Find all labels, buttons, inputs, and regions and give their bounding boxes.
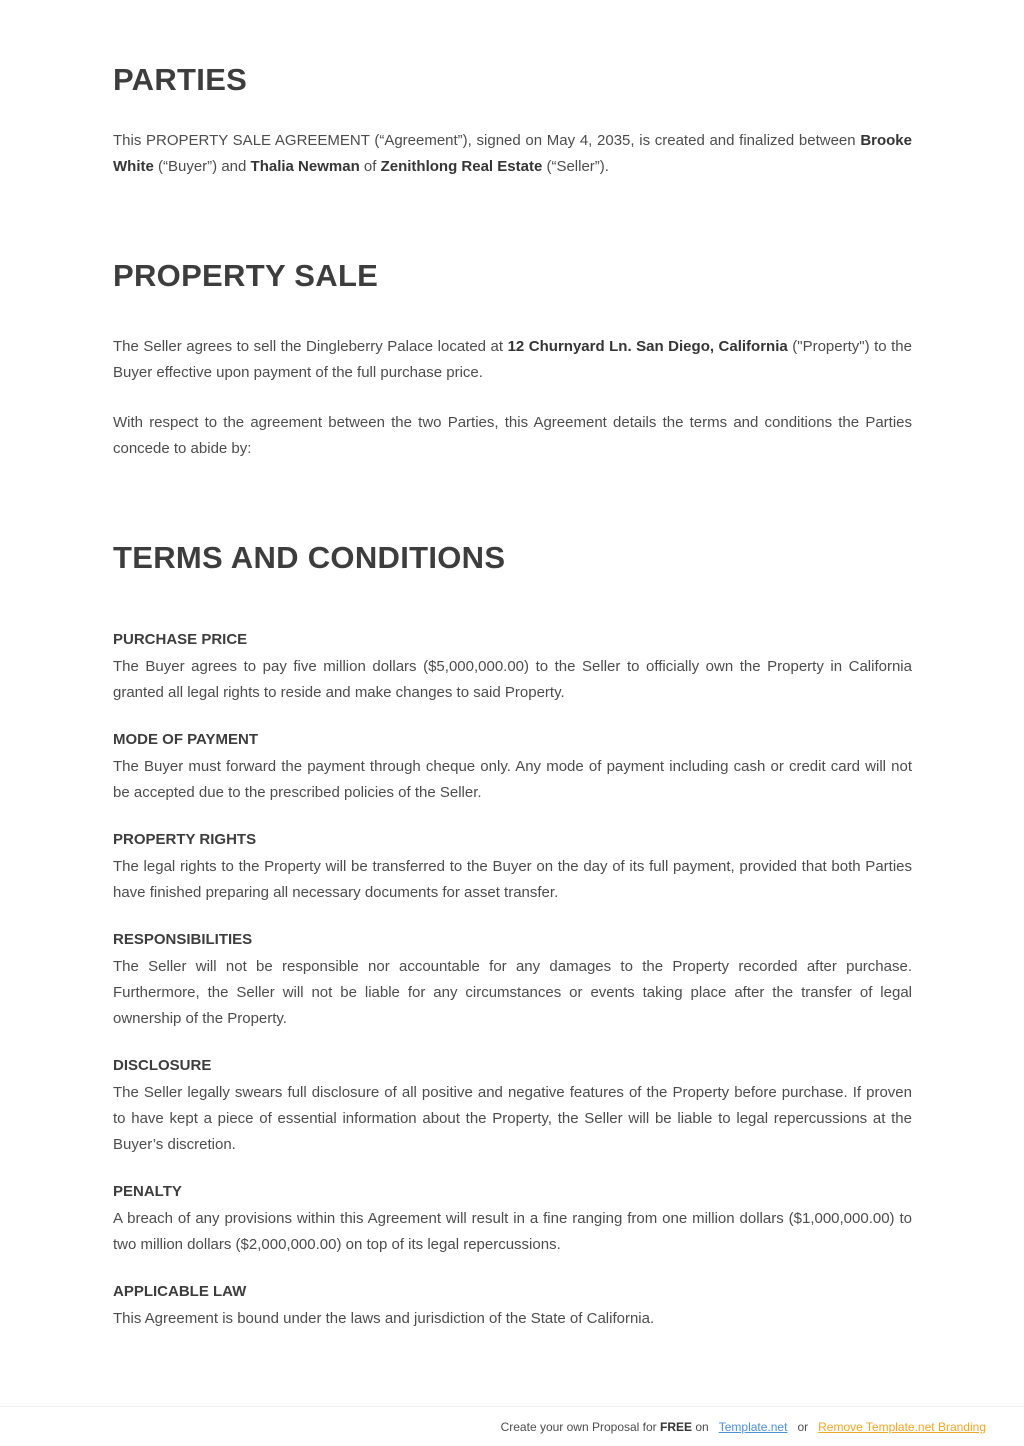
term-item bbox=[113, 828, 912, 906]
footer-on: on bbox=[692, 1419, 709, 1434]
term-heading: PROPERTY RIGHTS bbox=[113, 831, 257, 848]
term-item bbox=[113, 728, 912, 806]
term-body: A breach of any provisions within this Agreement will result in a fine ranging from one million dollars ($1,000,000.00) to two million dollars ($2,000,000.00) on top of its legal repercussions. bbox=[113, 1210, 912, 1253]
term-item bbox=[113, 1280, 912, 1332]
term-item bbox=[113, 928, 912, 1032]
footer-prefix: Create your own Proposal for bbox=[500, 1419, 661, 1434]
term-item bbox=[113, 628, 912, 706]
term-heading: RESPONSIBILITIES bbox=[113, 931, 253, 948]
parties-paragraph: This PROPERTY SALE AGREEMENT (“Agreement”), signed on May 4, 2035, is created and finalized between Brooke White (“Buyer”) and Thalia Newman of Zenithlong Real Estate (“Seller”). bbox=[113, 132, 912, 175]
property-sale-title: PROPERTY SALE bbox=[113, 258, 379, 293]
term-heading: PENALTY bbox=[113, 1183, 182, 1200]
terms-list bbox=[113, 628, 912, 1332]
footer bbox=[0, 1406, 1024, 1446]
footer-or: or bbox=[797, 1419, 809, 1434]
property-sale-paragraph-2: With respect to the agreement between the two Parties, this Agreement details the terms and conditions the Parties concede to abide by: bbox=[113, 414, 912, 457]
term-heading: DISCLOSURE bbox=[113, 1057, 212, 1074]
term-body: The Seller will not be responsible nor accountable for any damages to the Property recorded after purchase. Furthermore, the Seller will not be liable for any circumstances or events taking place after the transfer of legal ownership of the Property. bbox=[113, 958, 912, 1027]
parties-title: PARTIES bbox=[113, 62, 248, 97]
remove-branding-link[interactable]: Remove Template.net Branding bbox=[818, 1419, 986, 1434]
term-body: The Buyer agrees to pay five million dollars ($5,000,000.00) to the Seller to officially own the Property in California granted all legal rights to reside and make changes to said Property. bbox=[113, 658, 912, 701]
term-heading: APPLICABLE LAW bbox=[113, 1283, 247, 1300]
term-body: The legal rights to the Property will be transferred to the Buyer on the day of its full payment, provided that both Parties have finished preparing all necessary documents for asset transfer. bbox=[113, 858, 912, 901]
footer-free-label: FREE bbox=[660, 1419, 693, 1434]
terms-title: TERMS AND CONDITIONS bbox=[113, 540, 506, 575]
term-body: This Agreement is bound under the laws and jurisdiction of the State of California. bbox=[113, 1310, 655, 1327]
term-heading: PURCHASE PRICE bbox=[113, 631, 248, 648]
term-item bbox=[113, 1054, 912, 1158]
term-body: The Buyer must forward the payment through cheque only. Any mode of payment including cash or credit card will not be accepted due to the prescribed policies of the Seller. bbox=[113, 758, 912, 801]
term-body: The Seller legally swears full disclosure of all positive and negative features of the Property before purchase. If proven to have kept a piece of essential information about the Property, the Seller will be liable to legal repercussions at the Buyer’s discretion. bbox=[113, 1084, 912, 1153]
term-heading: MODE OF PAYMENT bbox=[113, 731, 259, 748]
term-item bbox=[113, 1180, 912, 1258]
templatenet-link[interactable]: Template.net bbox=[718, 1419, 788, 1434]
property-sale-paragraph-1: The Seller agrees to sell the Dingleberry Palace located at 12 Churnyard Ln. San Diego, California ("Property") to the Buyer effective upon payment of the full purchase price. bbox=[113, 338, 912, 381]
